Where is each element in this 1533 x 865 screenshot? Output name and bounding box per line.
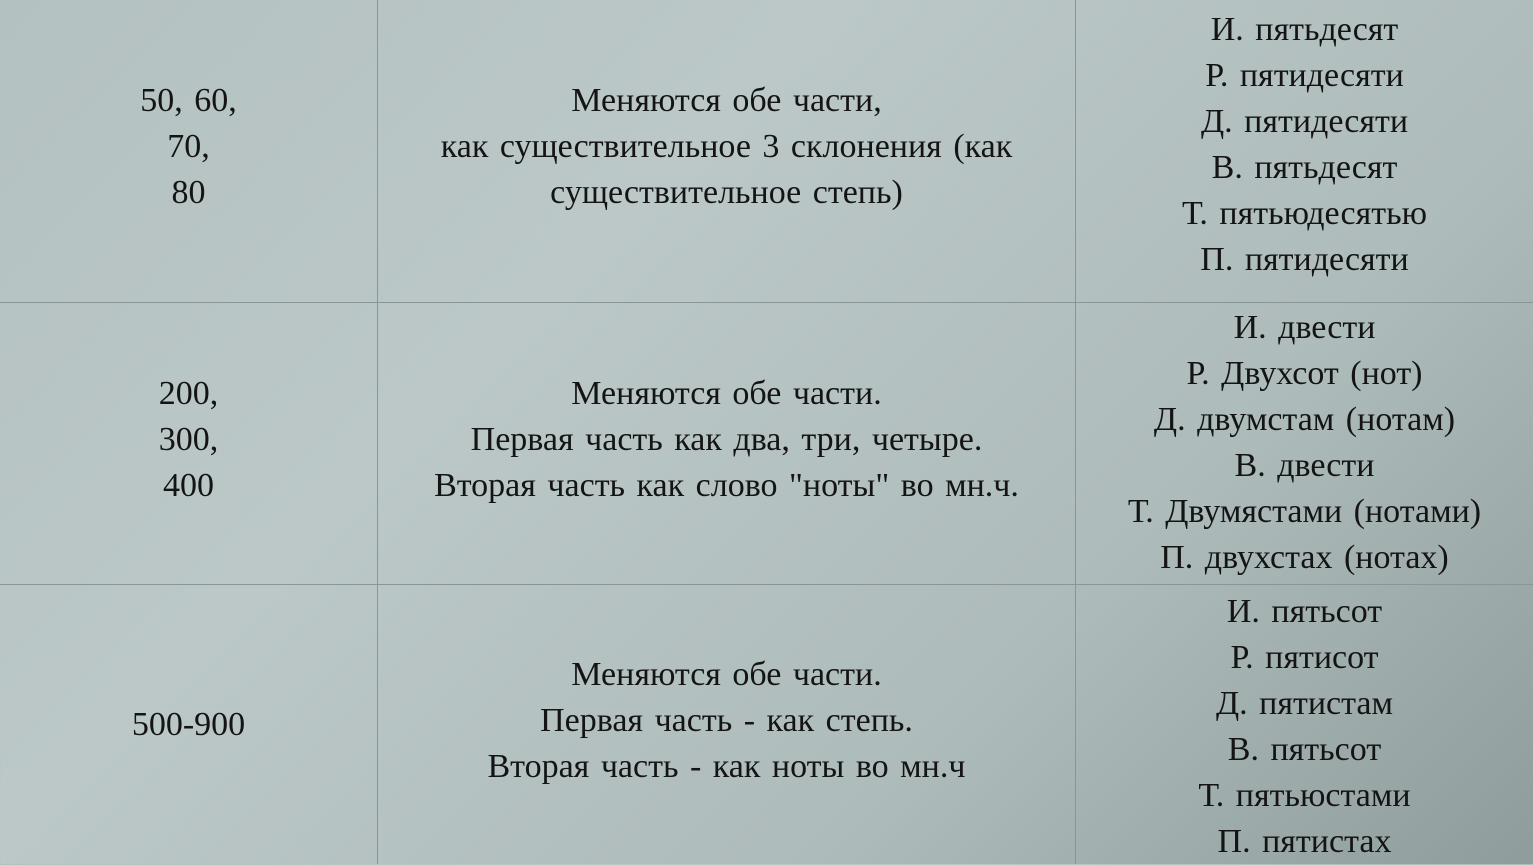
- case-line: Д. пятистам: [1215, 685, 1394, 722]
- case-line: Р. пятисот: [1230, 639, 1379, 676]
- case-line: П. пятистах: [1217, 823, 1392, 860]
- case-line: В. двести: [1234, 446, 1375, 484]
- case-line: И. двести: [1233, 308, 1376, 346]
- numbers-cell: [0, 303, 378, 585]
- case-line: П. пятидесяти: [1200, 241, 1409, 278]
- rule-cell: [378, 303, 1076, 585]
- rule-line: Меняются обе части.: [571, 655, 882, 693]
- rule-cell: [378, 585, 1076, 864]
- number-line: 70,: [167, 128, 210, 165]
- rule-line: Меняются обе части.: [571, 374, 882, 412]
- case-line: Д. двумстам (нотам): [1153, 400, 1456, 438]
- rule-line: Первая часть - как степь.: [540, 701, 913, 739]
- case-line: В. пятьдесят: [1211, 149, 1398, 186]
- rule-cell: [378, 0, 1076, 303]
- number-line: 500-900: [131, 705, 246, 743]
- case-line: В. пятьсот: [1227, 731, 1382, 768]
- cases-cell: [1076, 0, 1533, 303]
- rule-line: Первая часть как два, три, четыре.: [470, 420, 983, 458]
- number-line: 50, 60,: [140, 82, 237, 119]
- numbers-cell: [0, 0, 378, 303]
- rule-line: Вторая часть как слово "ноты" во мн.ч.: [434, 466, 1019, 504]
- case-line: Т. пятьюдесятью: [1182, 195, 1427, 232]
- cases-cell: [1076, 303, 1533, 585]
- rule-line: Меняются обе части,: [571, 82, 882, 119]
- number-line: 300,: [158, 420, 219, 458]
- number-line: 80: [171, 174, 206, 211]
- cases-cell: [1076, 585, 1533, 864]
- case-line: Т. пятьюстами: [1198, 777, 1411, 814]
- case-line: И. пятьдесят: [1210, 11, 1399, 48]
- case-line: Т. Двумястами (нотами): [1127, 492, 1482, 530]
- number-line: 400: [163, 466, 214, 504]
- number-line: 200,: [158, 374, 219, 412]
- case-line: П. двухстах (нотах): [1160, 538, 1449, 576]
- rule-line: как существительное 3 склонения (как: [440, 128, 1013, 165]
- rule-line: Вторая часть - как ноты во мн.ч: [487, 747, 966, 785]
- rule-line: существительное степь): [550, 174, 903, 211]
- case-line: Р. Двухсот (нот): [1186, 354, 1423, 392]
- case-line: Д. пятидесяти: [1200, 103, 1409, 140]
- case-line: Р. пятидесяти: [1205, 57, 1404, 94]
- case-line: И. пятьсот: [1226, 593, 1383, 630]
- numbers-cell: [0, 585, 378, 864]
